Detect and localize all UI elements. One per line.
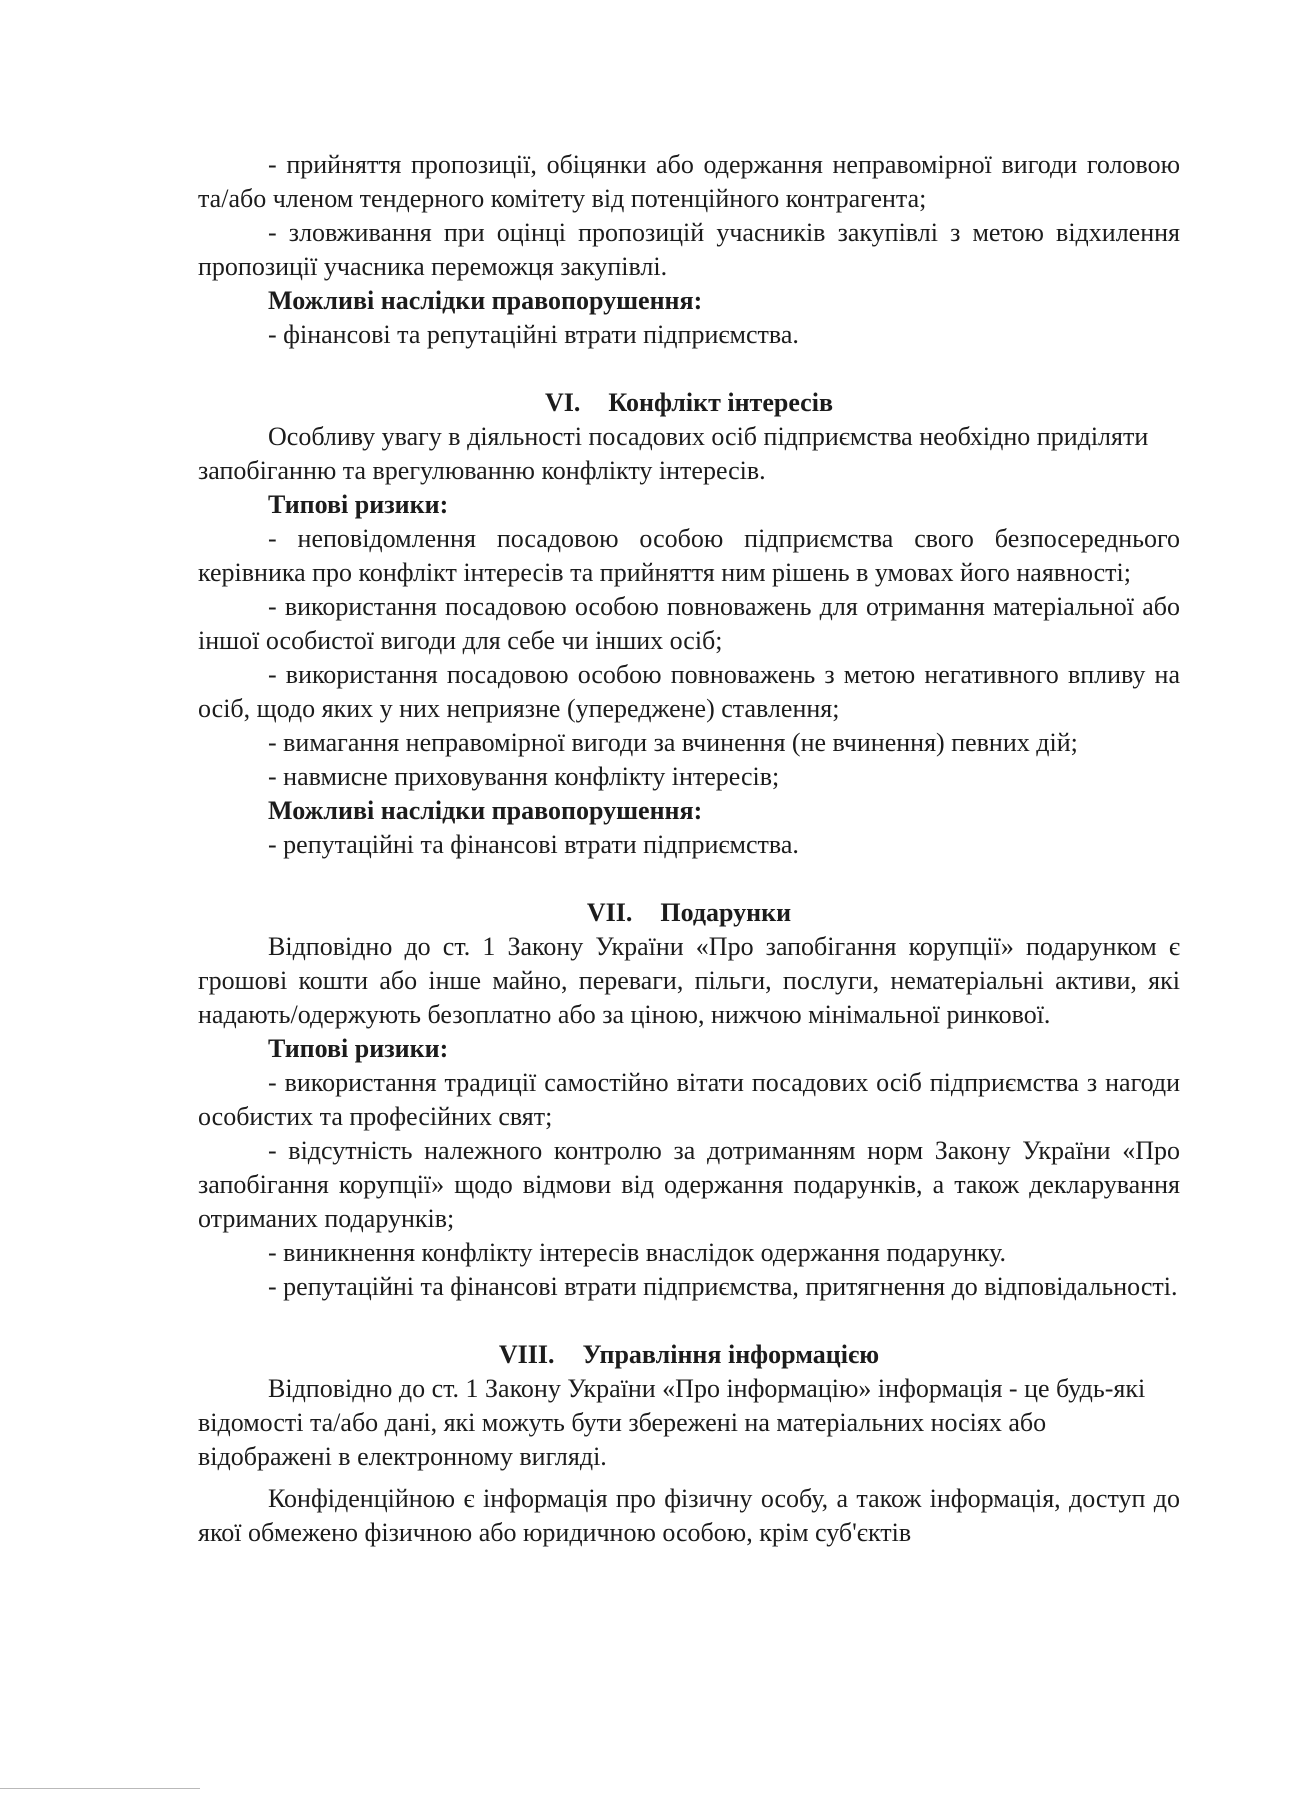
section-number: VII. [586, 898, 633, 927]
consequences-heading: Можливі наслідки правопорушення: [268, 796, 703, 825]
document-body [198, 148, 1180, 1550]
section-title: Конфлікт інтересів [608, 388, 833, 417]
risk-item: - використання посадовою особою повноважень для отримання матеріальної або іншої особистої вигоди для себе чи інших осіб; [198, 592, 1180, 655]
section-number: VI. [545, 388, 581, 417]
risk-item: - зловживання при оцінці пропозицій учасників закупівлі з метою відхилення пропозиції учасника переможця закупівлі. [198, 218, 1180, 281]
section-intro: Особливу увагу в діяльності посадових осіб підприємства необхідно приділяти запобіганню та врегулюванню конфлікту інтересів. [198, 422, 1149, 485]
risk-item: - прийняття пропозиції, обіцянки або одержання неправомірної вигоди головою та/або членом тендерного комітету від потенційного контрагента; [198, 150, 1180, 213]
consequence-item: - репутаційні та фінансові втрати підприємства. [268, 830, 799, 859]
risk-item: - вимагання неправомірної вигоди за вчинення (не вчинення) певних дій; [268, 728, 1078, 757]
section-heading [198, 896, 1180, 930]
risk-item: - відсутність належного контролю за дотриманням норм Закону України «Про запобігання корупції» щодо відмови від одержання подарунків, а також декларування отриманих подарунків; [198, 1136, 1180, 1233]
risks-heading: Типові ризики: [268, 490, 449, 519]
section-heading [198, 386, 1180, 420]
risk-item: - навмисне приховування конфлікту інтересів; [268, 762, 780, 791]
scan-edge-line [0, 1788, 200, 1789]
risk-item: - репутаційні та фінансові втрати підприємства, притягнення до відповідальності. [268, 1272, 1178, 1301]
consequences-heading: Можливі наслідки правопорушення: [268, 286, 703, 315]
risk-item: - виникнення конфлікту інтересів внаслідок одержання подарунку. [268, 1238, 1007, 1267]
risk-item: - неповідомлення посадовою особою підприємства свого безпосереднього керівника про конфлікт інтересів та прийняття ним рішень в умовах його наявності; [198, 524, 1180, 587]
section-title: Управління інформацією [582, 1340, 880, 1369]
section-title: Подарунки [660, 898, 792, 927]
body-paragraph: Конфіденційною є інформація про фізичну особу, а також інформація, доступ до якої обмежено фізичною або юридичною особою, крім суб'єктів [198, 1484, 1180, 1547]
consequence-item: - фінансові та репутаційні втрати підприємства. [268, 320, 799, 349]
risks-heading: Типові ризики: [268, 1034, 449, 1063]
body-paragraph: Відповідно до ст. 1 Закону України «Про інформацію» інформація - це будь-які відомості та/або дані, які можуть бути збережені на матеріальних носіях або відображені в електронному вигляді. [198, 1374, 1146, 1471]
section-intro: Відповідно до ст. 1 Закону України «Про запобігання корупції» подарунком є грошові кошти або інше майно, переваги, пільги, послуги, нематеріальні активи, які надають/одержують безоплатно або за ціною, нижчою мінімальної ринкової. [198, 932, 1180, 1029]
section-number: VIII. [498, 1340, 555, 1369]
section-heading [198, 1338, 1180, 1372]
risk-item: - використання традиції самостійно вітати посадових осіб підприємства з нагоди особистих та професійних свят; [198, 1068, 1180, 1131]
risk-item: - використання посадовою особою повноважень з метою негативного впливу на осіб, щодо яких у них неприязне (упереджене) ставлення; [198, 660, 1180, 723]
